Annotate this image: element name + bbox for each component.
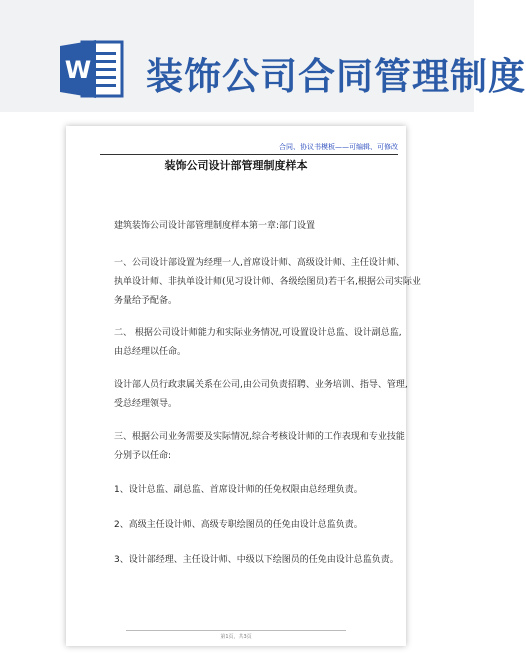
paragraph-line: 务量给予配备。 — [114, 296, 178, 306]
word-logo-icon — [60, 38, 124, 100]
paragraph-line: 二、 根据公司设计师能力和实际业务情况,可设置设计总监、设计副总监, — [114, 328, 402, 338]
paragraph-section-1 — [114, 254, 421, 311]
paragraph-line: 1、设计总监、副总监、首席设计师的任免权限由总经理负责。 — [114, 485, 363, 495]
document-title: 装饰公司设计部管理制度样本 — [164, 159, 308, 172]
page-footer: 第1页，共3页 — [220, 634, 252, 640]
paragraph-line: 一、公司设计部设置为经理一人,首席设计师、高级设计师、主任设计师、 — [114, 258, 405, 268]
word-logo-letter: W — [64, 56, 92, 84]
paragraph-line: 设计部人员行政隶属关系在公司,由公司负责招聘、业务培训、指导、管理, — [114, 380, 408, 390]
banner-title: 装饰公司合同管理制度 — [146, 55, 526, 98]
paragraph-line: 受总经理领导。 — [114, 399, 178, 409]
header-rule — [100, 154, 398, 155]
paragraph-section-2 — [114, 324, 402, 362]
paragraph-line: 执单设计师、非执单设计师(见习设计师、各级绘图员)若干名,根据公司实际业 — [114, 277, 421, 287]
paragraph-line: 三、根据公司业务需要及实际情况,综合考核设计师的工作表现和专业技能 — [114, 432, 405, 442]
list-item-1 — [114, 481, 384, 500]
title-banner — [0, 0, 526, 112]
paragraph-line: 3、设计部经理、主任设计师、中级以下绘图员的任免由设计总监负责。 — [114, 555, 399, 565]
paragraph-line: 分别予以任命: — [114, 451, 172, 461]
list-item-2 — [114, 516, 384, 535]
list-item-3 — [114, 551, 399, 570]
paragraph-admin — [114, 376, 408, 414]
paragraph-line: 2、高级主任设计师、高级专职绘图员的任免由设计总监负责。 — [114, 520, 363, 530]
footer-rule — [126, 630, 346, 631]
header-note: 合同、协议书模板——可编辑、可修改 — [279, 143, 398, 151]
paragraph-line: 建筑装饰公司设计部管理制度样本第一章:部门设置 — [114, 221, 316, 231]
paragraph-chapter-heading — [114, 217, 384, 236]
paragraph-section-3 — [114, 428, 405, 466]
paragraph-line: 由总经理以任命。 — [114, 347, 187, 357]
document-page — [66, 126, 421, 646]
